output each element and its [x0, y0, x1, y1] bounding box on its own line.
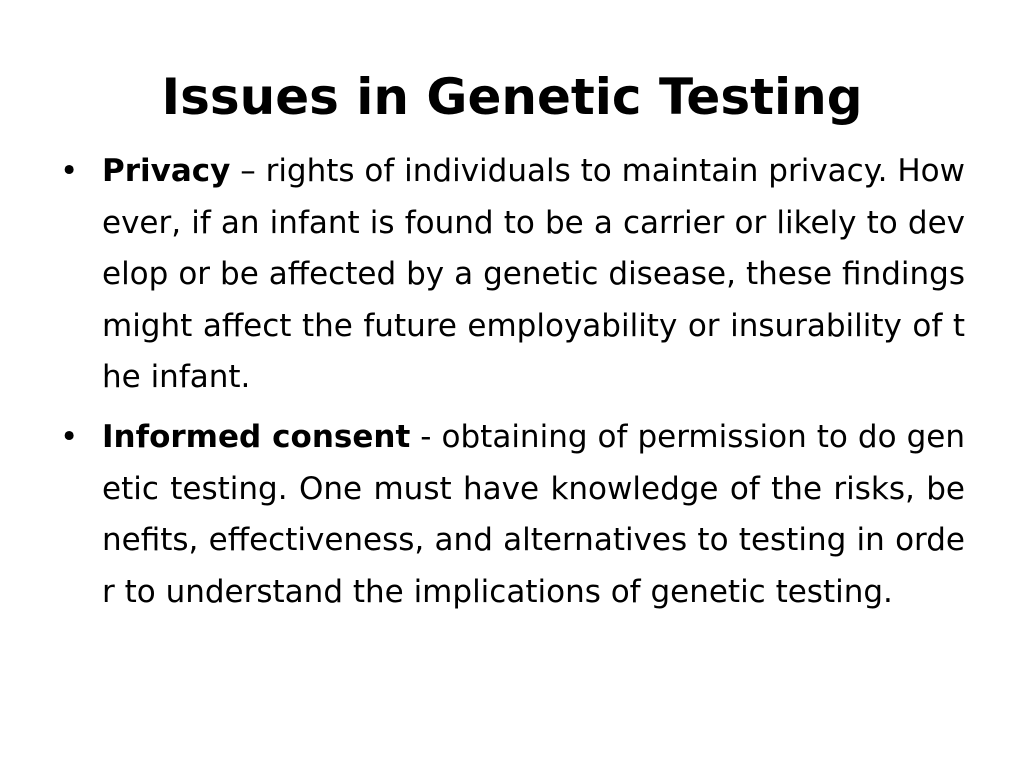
- bullet-icon: •: [60, 418, 79, 455]
- bullet-term: Informed consent: [102, 418, 411, 455]
- slide-title: Issues in Genetic Testing: [161, 68, 863, 126]
- bullet-text: – rights of individuals to maintain privacy. However, if an infant is found to be a carrier or likely to develop or be affected by a genetic disease, these findings might affect the future employability or insurability of the infant.: [102, 153, 965, 396]
- bullet-term: Privacy: [102, 153, 231, 189]
- bullet-item-informed-consent: [60, 412, 965, 618]
- bullet-item-privacy: [60, 146, 965, 404]
- bullet-icon: •: [60, 153, 79, 189]
- bullet-list: [60, 146, 965, 618]
- bullet-text: - obtaining of permission to do genetic testing. One must have knowledge of the risks, benefits, effectiveness, and alternatives to testing in order to understand the implications of genetic testing.: [102, 418, 966, 610]
